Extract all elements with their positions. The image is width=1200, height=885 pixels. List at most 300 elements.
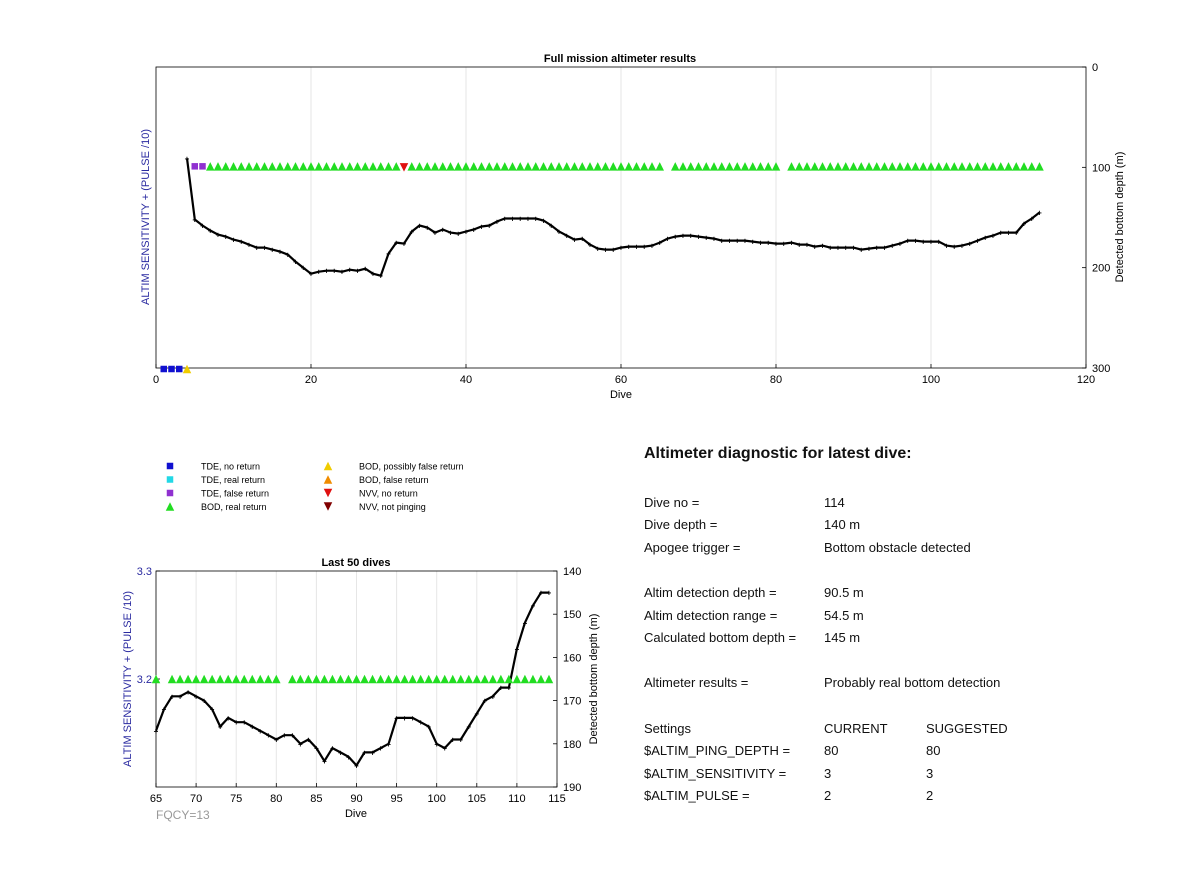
last-status-marker [352, 675, 361, 684]
main-depth-point: + [851, 243, 856, 253]
last-depth-point: + [434, 739, 440, 749]
main-chart [0, 0, 1200, 420]
last-depth-point: + [362, 748, 367, 758]
sensitivity-current: 3 [824, 766, 832, 781]
main-depth-point: + [944, 241, 949, 251]
main-status-marker [927, 162, 936, 171]
last-x-tick-label: 95 [390, 793, 403, 805]
main-status-marker [617, 162, 626, 171]
last-depth-point: + [506, 683, 512, 693]
main-status-marker [299, 162, 308, 171]
ping-depth-suggested: 80 [926, 743, 941, 758]
last-status-marker [176, 675, 185, 684]
main-status-marker [702, 162, 711, 171]
last-depth-point: + [426, 722, 432, 732]
current-header: CURRENT [824, 721, 888, 736]
main-status-marker [161, 366, 168, 373]
main-depth-point: + [494, 217, 500, 227]
main-status-marker [911, 162, 920, 171]
main-status-marker [997, 162, 1006, 171]
main-depth-point: + [502, 214, 508, 224]
legend-label: BOD, possibly false return [359, 461, 464, 472]
main-depth-point: + [982, 233, 988, 243]
main-right-axis-label: Detected bottom depth (m) [1114, 151, 1126, 283]
main-status-marker [966, 162, 975, 171]
main-depth-point: + [308, 269, 314, 279]
main-depth-point: + [920, 237, 926, 247]
main-depth-point: + [432, 228, 438, 238]
main-depth-point: + [657, 238, 663, 248]
last-status-marker [545, 675, 554, 684]
main-depth-point: + [424, 223, 430, 233]
last-status-marker [288, 675, 297, 684]
main-status-marker [942, 162, 951, 171]
last-status-marker [256, 675, 265, 684]
last-status-marker [537, 675, 546, 684]
last-depth-line [153, 593, 549, 766]
last-chart [0, 550, 640, 840]
main-right-tick-label: 100 [1092, 162, 1111, 175]
main-status-marker [578, 162, 587, 171]
last-x-tick-label: 100 [427, 793, 446, 805]
main-depth-point: + [727, 236, 732, 246]
main-depth-point: + [479, 222, 484, 232]
last-status-marker [232, 675, 241, 684]
main-status-marker [586, 162, 595, 171]
main-depth-point: + [781, 239, 787, 249]
last-depth-point: + [482, 696, 488, 706]
main-depth-point: + [293, 257, 298, 267]
main-status-marker [648, 162, 657, 171]
main-status-marker [555, 162, 564, 171]
last-status-marker [408, 675, 417, 684]
main-status-marker [625, 162, 634, 171]
legend-marker [324, 475, 333, 484]
last-depth-point: + [538, 588, 544, 598]
main-depth-point: + [200, 221, 205, 231]
main-status-marker [206, 162, 215, 171]
dive-depth-label: Dive depth = [644, 517, 718, 532]
last-depth-point: + [394, 713, 399, 723]
last-depth-point: + [354, 761, 359, 771]
last-depth-point: + [498, 683, 504, 693]
main-depth-point: + [758, 238, 763, 248]
main-depth-point: + [440, 225, 446, 235]
main-status-marker [508, 162, 517, 171]
main-depth-point: + [665, 234, 670, 244]
last-depth-point: + [249, 722, 255, 732]
last-status-marker [264, 675, 273, 684]
legend-marker [167, 490, 174, 497]
legend-marker [167, 476, 174, 483]
main-status-marker [415, 162, 424, 171]
main-status-marker [1012, 162, 1021, 171]
main-depth-point: + [223, 232, 229, 242]
main-status-marker [369, 162, 378, 171]
legend-marker [166, 502, 175, 511]
diagnostic-title: Altimeter diagnostic for latest dive: [644, 445, 912, 462]
last-depth-point: + [298, 739, 303, 749]
last-depth-point: + [177, 692, 183, 702]
main-status-marker [222, 162, 231, 171]
main-status-marker [609, 162, 618, 171]
main-depth-point: + [184, 154, 190, 164]
main-depth-point: + [324, 266, 329, 276]
main-depth-point: + [696, 232, 701, 242]
main-depth-point: + [564, 231, 570, 241]
main-depth-point: + [913, 236, 918, 246]
last-status-marker [384, 675, 393, 684]
main-status-marker [192, 163, 199, 170]
main-status-marker [392, 162, 401, 171]
dive-depth-value: 140 m [824, 517, 861, 532]
last-depth-point: + [514, 644, 520, 654]
main-x-tick-label: 80 [769, 374, 783, 386]
main-status-marker [384, 162, 393, 171]
main-depth-point: + [680, 231, 686, 241]
main-depth-point: + [796, 240, 802, 250]
main-status-marker [353, 162, 362, 171]
main-depth-point: + [1013, 228, 1019, 238]
legend-marker [324, 502, 333, 511]
ping-depth-label: $ALTIM_PING_DEPTH = [644, 743, 791, 758]
main-status-marker [803, 162, 812, 171]
main-status-marker [330, 162, 339, 171]
last-status-marker [481, 675, 490, 684]
main-status-marker [408, 162, 417, 171]
last-depth-point: + [418, 718, 423, 728]
main-depth-point: + [1021, 219, 1027, 229]
last-depth-point: + [346, 752, 351, 762]
main-right-tick-label: 0 [1092, 62, 1099, 74]
pulse-current: 2 [824, 788, 832, 803]
last-depth-point: + [265, 731, 271, 741]
main-status-marker [361, 162, 370, 171]
main-depth-point: + [610, 245, 616, 255]
main-depth-point: + [393, 238, 399, 248]
last-status-marker [368, 675, 377, 684]
main-status-marker [346, 162, 355, 171]
main-x-tick-label: 0 [152, 374, 160, 386]
last-chart-title: Last 50 dives [321, 557, 391, 569]
main-depth-point: + [595, 244, 601, 254]
main-status-marker [594, 162, 603, 171]
main-depth-point: + [750, 237, 756, 247]
last-status-marker [465, 675, 474, 684]
main-status-marker [904, 162, 913, 171]
main-depth-point: + [370, 269, 376, 279]
last-depth-point: + [257, 726, 263, 736]
last-depth-point: + [322, 757, 327, 767]
main-depth-point: + [285, 250, 291, 260]
main-status-marker [439, 162, 448, 171]
main-status-marker [563, 162, 572, 171]
last-status-marker [184, 675, 193, 684]
calc-depth-value: 145 m [824, 630, 861, 645]
last-depth-point: + [490, 692, 496, 702]
main-x-tick-label: 100 [921, 374, 941, 386]
main-status-marker [935, 162, 944, 171]
last-status-marker [224, 675, 233, 684]
main-depth-point: + [773, 239, 779, 249]
main-status-marker [423, 162, 432, 171]
calc-depth-label: Calculated bottom depth = [644, 630, 797, 645]
main-depth-point: + [409, 227, 415, 237]
main-depth-point: + [765, 238, 771, 248]
main-status-marker [981, 162, 990, 171]
main-depth-point: + [866, 244, 872, 254]
main-depth-point: + [463, 227, 469, 237]
main-status-marker [989, 162, 998, 171]
main-status-marker [749, 162, 758, 171]
main-depth-point: + [417, 221, 422, 231]
main-depth-point: + [789, 238, 794, 248]
last-x-tick-label: 115 [548, 793, 566, 805]
legend [150, 455, 630, 525]
main-depth-point: + [262, 243, 267, 253]
main-status-marker [632, 162, 641, 171]
main-status-marker [532, 162, 541, 171]
main-depth-point: + [378, 271, 384, 281]
main-x-tick-label: 120 [1076, 374, 1096, 386]
last-depth-point: + [233, 718, 239, 728]
last-status-marker [416, 675, 425, 684]
det-depth-label: Altim detection depth = [644, 585, 777, 600]
main-left-axis-label: ALTIM SENSITIVITY + (PULSE /10) [140, 129, 152, 305]
main-status-marker [772, 162, 781, 171]
last-status-marker [248, 675, 256, 684]
last-right-tick-label: 180 [563, 738, 582, 751]
main-status-marker [656, 162, 665, 171]
main-status-marker [787, 162, 796, 171]
main-depth-point: + [1037, 208, 1042, 218]
last-depth-point: + [546, 588, 552, 598]
results-value: Probably real bottom detection [824, 675, 1001, 690]
last-right-tick-label: 150 [563, 609, 582, 622]
main-depth-point: + [843, 243, 849, 253]
main-depth-point: + [486, 221, 492, 231]
last-status-marker [529, 675, 538, 684]
dive-no-value: 114 [824, 495, 845, 510]
main-depth-point: + [967, 239, 973, 249]
main-status-marker [253, 162, 262, 171]
last-status-marker [208, 675, 217, 684]
last-depth-point: + [338, 748, 343, 758]
main-depth-point: + [471, 225, 477, 235]
main-status-marker [640, 162, 649, 171]
legend-label: TDE, real return [201, 475, 266, 485]
main-status-marker [199, 163, 206, 170]
main-status-marker [291, 162, 300, 171]
main-depth-point: + [455, 229, 461, 239]
legend-marker [167, 463, 174, 470]
main-depth-point: + [649, 241, 655, 251]
last-status-marker [296, 675, 305, 684]
last-status-marker [320, 675, 329, 684]
main-depth-point: + [347, 265, 353, 275]
main-depth-point: + [975, 236, 980, 246]
main-depth-point: + [874, 243, 880, 253]
last-status-marker [489, 675, 498, 684]
main-depth-point: + [618, 243, 624, 253]
main-depth-point: + [362, 264, 368, 274]
main-status-marker [493, 162, 502, 171]
last-status-marker [457, 675, 466, 684]
results-label: Altimeter results = [644, 675, 749, 690]
main-status-marker [687, 162, 696, 171]
main-depth-point: + [254, 243, 260, 253]
last-status-marker [521, 675, 530, 684]
main-depth-point: + [626, 242, 632, 252]
last-depth-point: + [185, 687, 191, 697]
suggested-header: SUGGESTED [926, 721, 1008, 736]
main-status-marker [756, 162, 765, 171]
last-x-tick-label: 70 [189, 793, 203, 805]
main-depth-point: + [634, 242, 639, 252]
main-depth-line [187, 158, 1040, 275]
main-depth-point: + [587, 240, 593, 250]
main-depth-point: + [300, 263, 306, 273]
last-depth-point: + [378, 744, 383, 754]
main-depth-point: + [269, 245, 275, 255]
main-status-marker [710, 162, 719, 171]
main-depth-point: + [889, 241, 895, 251]
main-depth-point: + [231, 235, 236, 245]
main-status-marker [501, 162, 510, 171]
main-depth-point: + [905, 236, 911, 246]
legend-label: TDE, false return [201, 488, 270, 499]
main-status-marker [307, 162, 316, 171]
main-status-marker [741, 162, 750, 171]
last-status-marker [473, 675, 482, 684]
main-depth-point: + [688, 231, 694, 241]
main-depth-point: + [331, 266, 337, 276]
last-status-marker [424, 675, 433, 684]
last-x-tick-label: 105 [467, 793, 486, 805]
main-depth-point: + [572, 235, 577, 245]
main-status-marker [516, 162, 525, 171]
main-status-marker [176, 366, 183, 373]
main-status-marker [462, 162, 471, 171]
main-depth-point: + [246, 240, 252, 250]
last-depth-point: + [530, 601, 536, 611]
main-x-tick-label: 60 [614, 374, 628, 386]
main-status-marker [431, 162, 440, 171]
legend-label: BOD, real return [201, 502, 267, 512]
main-status-marker [671, 162, 680, 171]
main-status-marker [237, 162, 246, 171]
main-status-marker [485, 162, 494, 171]
main-status-marker [470, 162, 479, 171]
main-status-marker [477, 162, 486, 171]
main-status-marker [733, 162, 742, 171]
last-right-tick-label: 160 [563, 652, 582, 665]
last-depth-point: + [281, 731, 287, 741]
last-right-tick-label: 170 [563, 695, 582, 708]
det-range-label: Altim detection range = [644, 608, 778, 623]
last-depth-point: + [466, 722, 472, 732]
main-status-marker [849, 162, 858, 171]
diagnostic-panel [644, 445, 1164, 825]
last-x-tick-label: 85 [310, 793, 323, 805]
main-status-marker [377, 162, 386, 171]
last-depth-point: + [386, 739, 391, 749]
last-status-marker [304, 675, 313, 684]
main-depth-point: + [703, 233, 709, 243]
last-depth-point: + [241, 718, 247, 728]
pulse-label: $ALTIM_PULSE = [644, 788, 750, 803]
pulse-suggested: 2 [926, 788, 934, 803]
main-status-marker [284, 162, 293, 171]
main-depth-point: + [517, 214, 523, 224]
last-depth-point: + [442, 744, 448, 754]
last-status-marker [200, 675, 209, 684]
main-status-marker [694, 162, 703, 171]
last-depth-point: + [290, 731, 295, 741]
sensitivity-label: $ALTIM_SENSITIVITY = [644, 766, 787, 781]
legend-marker [324, 462, 333, 471]
legend-label: NVV, not pinging [359, 502, 426, 512]
last-x-tick-label: 110 [508, 793, 526, 805]
last-depth-point: + [474, 709, 480, 719]
last-status-marker [440, 675, 449, 684]
main-depth-point: + [448, 228, 453, 238]
last-right-axis-label: Detected bottom depth (m) [588, 613, 600, 745]
main-status-marker [679, 162, 688, 171]
last-left-axis-label: ALTIM SENSITIVITY + (PULSE /10) [122, 591, 134, 767]
main-status-marker [547, 162, 556, 171]
main-status-marker [268, 162, 277, 171]
main-depth-point: + [215, 230, 221, 240]
frequency-label: FQCY=13 [156, 808, 210, 822]
main-status-marker [1020, 162, 1029, 171]
main-x-tick-label: 40 [459, 374, 473, 386]
last-status-marker [497, 675, 506, 684]
main-status-marker [214, 162, 223, 171]
last-depth-point: + [153, 726, 159, 736]
main-depth-point: + [936, 237, 942, 247]
main-depth-point: + [820, 241, 825, 251]
main-depth-point: + [541, 216, 546, 226]
main-status-marker [865, 162, 874, 171]
last-left-tick-label: 3.3 [136, 566, 152, 578]
main-depth-point: + [533, 214, 539, 224]
main-status-marker [338, 162, 347, 171]
main-depth-point: + [339, 267, 345, 277]
main-depth-point: + [641, 242, 647, 252]
last-status-marker [168, 675, 177, 684]
last-status-marker [513, 675, 522, 684]
main-status-marker [718, 162, 727, 171]
last-status-marker [376, 675, 385, 684]
main-x-tick-label: 20 [304, 374, 318, 386]
main-status-marker [818, 162, 827, 171]
last-depth-point: + [410, 713, 415, 723]
last-right-tick-label: 140 [563, 566, 582, 578]
last-depth-point: + [169, 692, 175, 702]
last-depth-point: + [450, 735, 456, 745]
main-status-marker [826, 162, 835, 171]
last-right-tick-label: 190 [563, 782, 582, 794]
main-depth-point: + [510, 214, 515, 224]
det-range-value: 54.5 m [824, 608, 864, 623]
main-depth-point: + [719, 236, 725, 246]
main-status-marker [322, 162, 331, 171]
last-left-tick-label: 3.2 [136, 674, 152, 686]
last-depth-point: + [209, 705, 215, 715]
last-status-marker [360, 675, 369, 684]
main-depth-point: + [603, 245, 608, 255]
